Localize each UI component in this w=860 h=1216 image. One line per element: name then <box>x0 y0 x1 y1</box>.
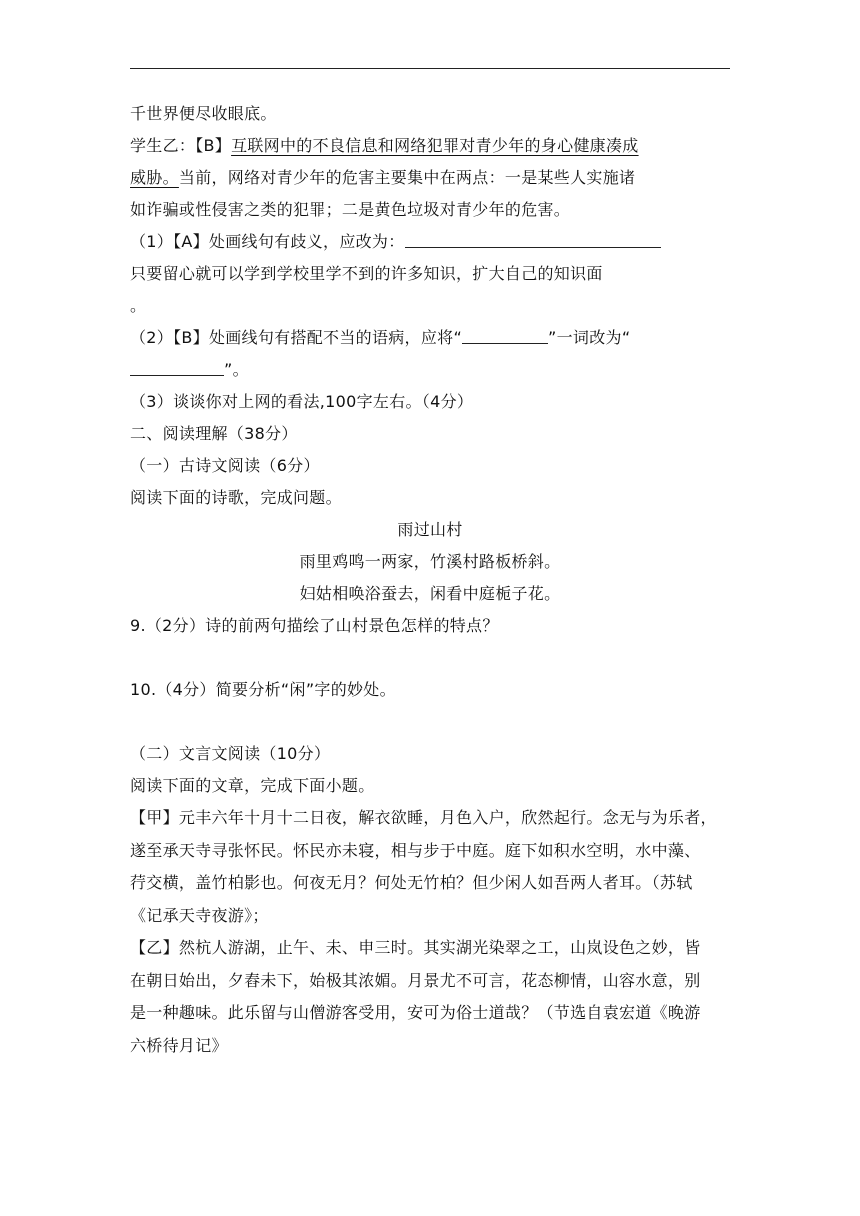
question-2-text: ”一词改为“ <box>548 328 631 347</box>
text-span: 当前，网络对青少年的危害主要集中在两点：一是某些人实施诸 <box>178 168 636 187</box>
poem-line: 雨里鸡鸣一两家，竹溪村路板桥斜。 <box>299 552 561 571</box>
passage-line: 六桥待月记》 <box>130 1035 228 1055</box>
answer-blank[interactable] <box>462 327 548 344</box>
question-3: （3）谈谈你对上网的看法,100字左右。（4分） <box>130 392 474 411</box>
question-1 <box>130 226 730 258</box>
answer-space <box>130 706 730 738</box>
passage-line: 荇交横，盖竹柏影也。何夜无月？何处无竹柏？但少闲人如吾两人者耳。（苏轼 <box>130 873 693 892</box>
passage-line: 【乙】然杭人游湖，止午、未、申三时。其实湖光染翠之工，山岚设色之妙，皆 <box>130 938 701 957</box>
question-10: 10.（4分）简要分析“闲”字的妙处。 <box>130 680 396 699</box>
passage-line: 【甲】元丰六年十月十二日夜，解衣欲睡，月色入户，欣然起行。念无与为乐者， <box>130 808 717 827</box>
question-2-text: ”。 <box>224 360 249 379</box>
question-2-text: （2）【B】处画线句有搭配不当的语病，应将“ <box>130 328 463 347</box>
text-line: 千世界便尽收眼底。 <box>130 104 277 123</box>
text-line <box>130 130 730 162</box>
underlined-sentence-b: 互联网中的不良信息和网络犯罪对青少年的身心健康凑成 <box>231 136 639 155</box>
text-line: 。 <box>130 296 147 315</box>
question-9: 9.（2分）诗的前两句描绘了山村景色怎样的特点？ <box>130 616 499 635</box>
passage-line: 《记承天寺夜游》； <box>130 905 269 925</box>
question-1-text: （1）【A】处画线句有歧义，应改为： <box>130 232 405 251</box>
answer-blank[interactable] <box>130 359 224 376</box>
text-line <box>130 162 730 194</box>
passage-line: 在朝日始出，夕舂未下，始极其浓媚。月景尤不可言，花态柳情，山容水意，别 <box>130 970 701 990</box>
document-body <box>130 98 730 1062</box>
text-line: 如诈骗或性侵害之类的犯罪；二是黄色垃圾对青少年的危害。 <box>130 200 571 219</box>
question-2 <box>130 322 730 354</box>
label-b: 学生乙：【B】 <box>130 136 232 155</box>
poem-title: 雨过山村 <box>397 520 463 539</box>
header-rule <box>130 68 730 69</box>
passage-line: 遂至承天寺寻张怀民。怀民亦未寝，相与步于中庭。庭下如积水空明，水中藻、 <box>130 840 701 860</box>
passage-line: 是一种趣味。此乐留与山僧游客受用，安可为俗士道哉？（节选自袁宏道《晚游 <box>130 1003 701 1022</box>
underlined-sentence-b-end: 威胁。 <box>130 168 179 187</box>
instruction: 阅读下面的文章，完成下面小题。 <box>130 776 375 795</box>
answer-blank[interactable] <box>405 231 661 248</box>
section-heading: 二、阅读理解（38分） <box>130 424 298 443</box>
question-2-cont <box>130 354 730 386</box>
text-line: 只要留心就可以学到学校里学不到的许多知识，扩大自己的知识面 <box>130 264 603 283</box>
instruction: 阅读下面的诗歌，完成问题。 <box>130 488 342 507</box>
poem-line: 妇姑相唤浴蚕去，闲看中庭栀子花。 <box>299 584 561 603</box>
subsection-heading: （二）文言文阅读（10分） <box>130 744 331 763</box>
answer-space <box>130 642 730 674</box>
subsection-heading: （一）古诗文阅读（6分） <box>130 456 320 475</box>
